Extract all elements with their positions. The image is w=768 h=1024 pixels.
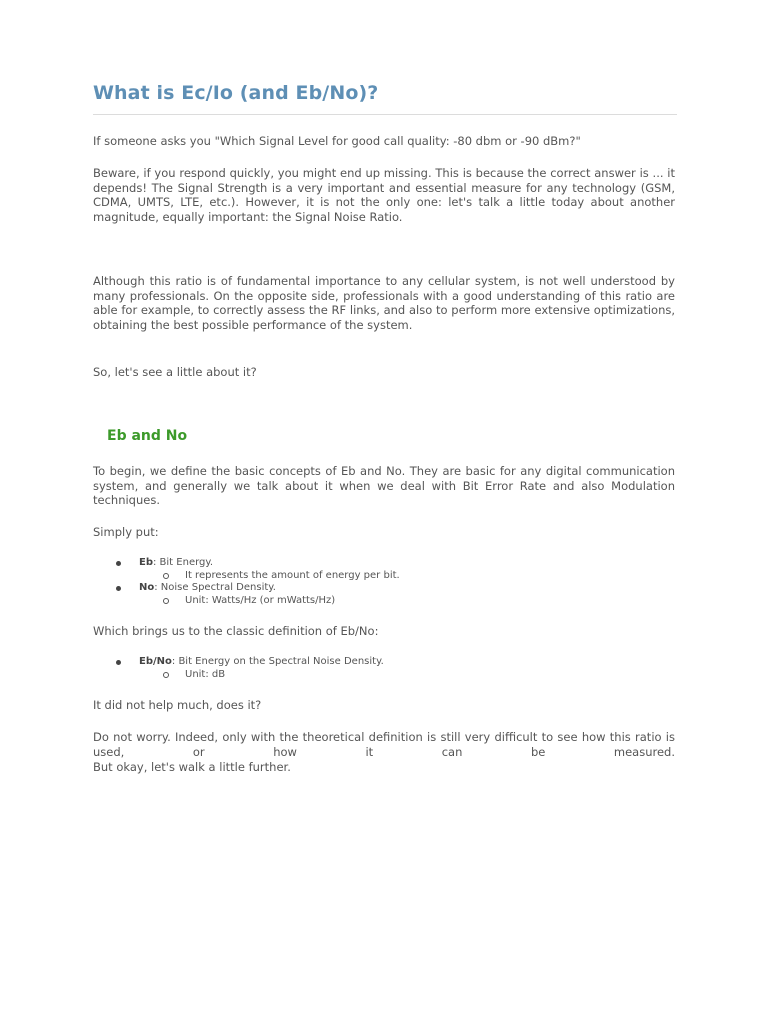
desc-eb: : Bit Energy.	[153, 557, 214, 568]
intro-question: If someone asks you "Which Signal Level for good call quality: -80 dbm or -90 dBm?"	[93, 134, 581, 148]
title-divider	[93, 114, 677, 115]
paragraph-classic-definition: Which brings us to the classic definition of Eb/No:	[93, 624, 379, 638]
paragraph-beware: Beware, if you respond quickly, you might end up missing. This is because the correct answer is ... it depends! The Signal Strength is a very important and essential measure for any technology (GSM, CDMA, UMTS, LTE, etc.). However, it is not the only one: let's talk a little today about another magnitude, equally important: the Signal Noise Ratio.	[93, 166, 675, 224]
sublist-item: Unit: dB	[139, 669, 384, 682]
desc-no: : Noise Spectral Density.	[154, 582, 276, 593]
section-heading: Eb and No	[107, 428, 188, 444]
desc-eb-no: : Bit Energy on the Spectral Noise Density.	[171, 656, 384, 667]
paragraph-did-not-help: It did not help much, does it?	[93, 698, 262, 712]
term-no: No	[139, 582, 155, 593]
paragraph-begin: To begin, we define the basic concepts of Eb and No. They are basic for any digital communication system, and generally we talk about it when we deal with Bit Error Rate and also Modulation techniques.	[93, 464, 675, 508]
paragraph-do-not-worry: Do not worry. Indeed, only with the theoretical definition is still very difficult to see how this ratio is used, or how it can be measured.	[93, 730, 675, 759]
definition-list-eb-no	[93, 557, 400, 607]
paragraph-walk-further: But okay, let's walk a little further.	[93, 760, 291, 774]
term-eb: Eb	[139, 557, 153, 568]
sublist-eb	[139, 570, 400, 583]
page-title: What is Ec/Io (and Eb/No)?	[93, 82, 379, 104]
sublist-item: Unit: Watts/Hz (or mWatts/Hz)	[139, 595, 400, 608]
list-item-no	[93, 582, 400, 607]
sublist-eb-no	[139, 669, 384, 682]
definition-list-eb-over-no	[93, 656, 384, 681]
list-item-eb	[93, 557, 400, 582]
paragraph-simply-put: Simply put:	[93, 525, 159, 539]
list-item-eb-no	[93, 656, 384, 681]
paragraph-importance: Although this ratio is of fundamental importance to any cellular system, is not well understood by many professionals. On the opposite side, professionals with a good understanding of this ratio are able for example, to correctly assess the RF links, and also to perform more extensive optimizations, obtaining the best possible performance of the system.	[93, 274, 675, 332]
sublist-no	[139, 595, 400, 608]
paragraph-lets-see: So, let's see a little about it?	[93, 365, 257, 379]
term-eb-no: Eb/No	[139, 656, 172, 667]
sublist-item: It represents the amount of energy per bit.	[139, 570, 400, 583]
